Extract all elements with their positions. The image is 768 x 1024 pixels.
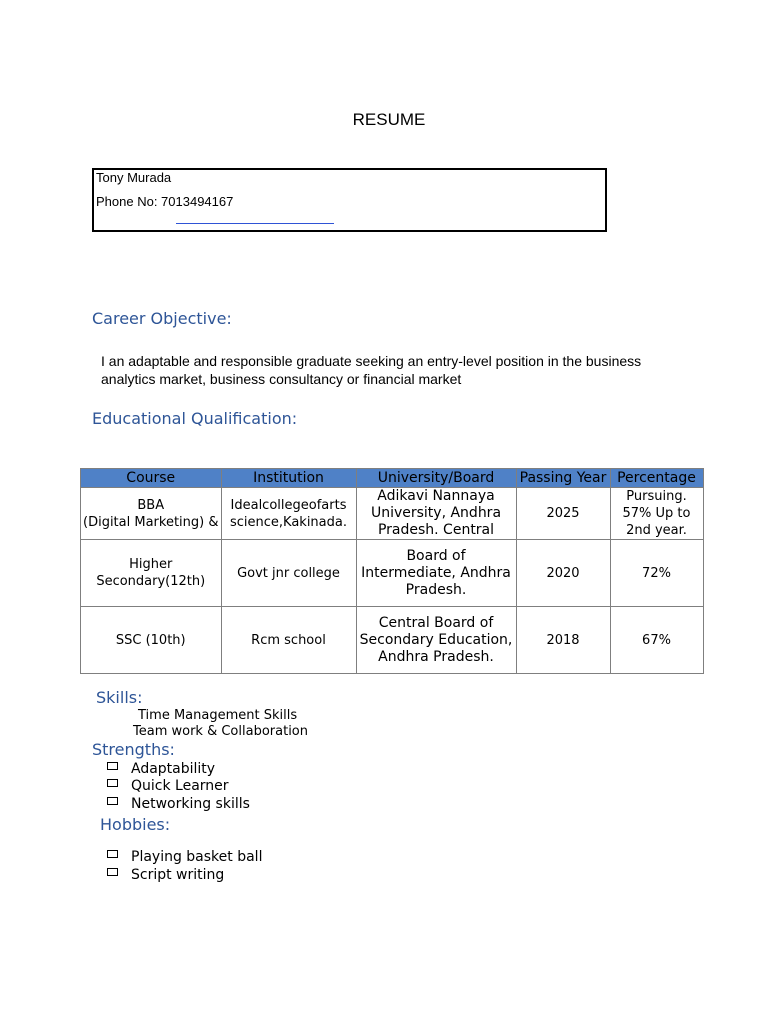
header-institution: Institution: [221, 469, 356, 488]
course-detail: (Digital Marketing) &: [83, 514, 219, 530]
institution-cell: Idealcollegeofarts science,Kakinada.: [221, 488, 356, 540]
table-row: [81, 607, 704, 674]
institution-cell: Rcm school: [221, 607, 356, 674]
strength-label: Networking skills: [131, 796, 250, 812]
course-cell: [81, 540, 222, 607]
strength-label: Adaptability: [131, 761, 216, 777]
percentage-cell: Pursuing. 57% Up to 2nd year.: [610, 488, 703, 540]
resume-title: RESUME: [352, 110, 426, 129]
strength-item: [107, 796, 250, 812]
hobby-item: [107, 867, 224, 883]
percentage-cell: 72%: [610, 540, 703, 607]
hobby-label: Script writing: [131, 867, 225, 883]
year-cell: 2020: [516, 540, 610, 607]
strengths-heading: Strengths:: [92, 740, 175, 759]
career-objective-heading: Career Objective:: [92, 309, 232, 328]
contact-underline: [176, 223, 334, 224]
hobby-label: Playing basket ball: [131, 849, 263, 865]
year-cell: 2025: [516, 488, 610, 540]
contact-box: [92, 168, 607, 232]
skill-item: Time Management Skills: [138, 708, 298, 723]
skill-item: Team work & Collaboration: [133, 724, 308, 739]
hobbies-heading: Hobbies:: [100, 815, 171, 834]
course-name: SSC (10th): [115, 632, 186, 648]
checkbox-bullet-icon: [107, 762, 118, 770]
strength-item: [107, 778, 229, 794]
hobby-item: [107, 849, 262, 865]
career-objective-text: I an adaptable and responsible graduate seeking an entry-level position in the business analytics market, business consultancy or financial market: [101, 353, 642, 387]
checkbox-bullet-icon: [107, 779, 118, 787]
university-cell: Board of Intermediate, Andhra Pradesh.: [356, 540, 516, 607]
course-detail: Secondary(12th): [96, 574, 206, 589]
university-cell: Adikavi Nannaya University, Andhra Pradesh. Central: [356, 488, 516, 540]
table-row: [81, 540, 704, 607]
strength-label: Quick Learner: [131, 778, 229, 794]
contact-name: Tony Murada: [96, 170, 172, 185]
table-row: [81, 488, 704, 540]
percentage-cell: 67%: [610, 607, 703, 674]
checkbox-bullet-icon: [107, 797, 118, 805]
checkbox-bullet-icon: [107, 868, 118, 876]
education-heading: Educational Qualification:: [92, 409, 298, 428]
year-cell: 2018: [516, 607, 610, 674]
education-table: [80, 468, 704, 674]
header-percentage: Percentage: [610, 469, 703, 488]
course-cell: [81, 607, 222, 674]
institution-cell: Govt jnr college: [221, 540, 356, 607]
checkbox-bullet-icon: [107, 850, 118, 858]
course-name: BBA: [137, 497, 165, 513]
university-cell: Central Board of Secondary Education, Andhra Pradesh.: [356, 607, 516, 674]
strength-item: [107, 761, 215, 777]
header-university: University/Board: [356, 469, 516, 488]
contact-phone: Phone No: 7013494167: [96, 194, 234, 209]
course-cell: [81, 488, 222, 540]
header-passing-year: Passing Year: [516, 469, 610, 488]
skills-heading: Skills:: [96, 688, 143, 707]
header-course: Course: [81, 469, 222, 488]
course-name: Higher: [129, 557, 173, 572]
